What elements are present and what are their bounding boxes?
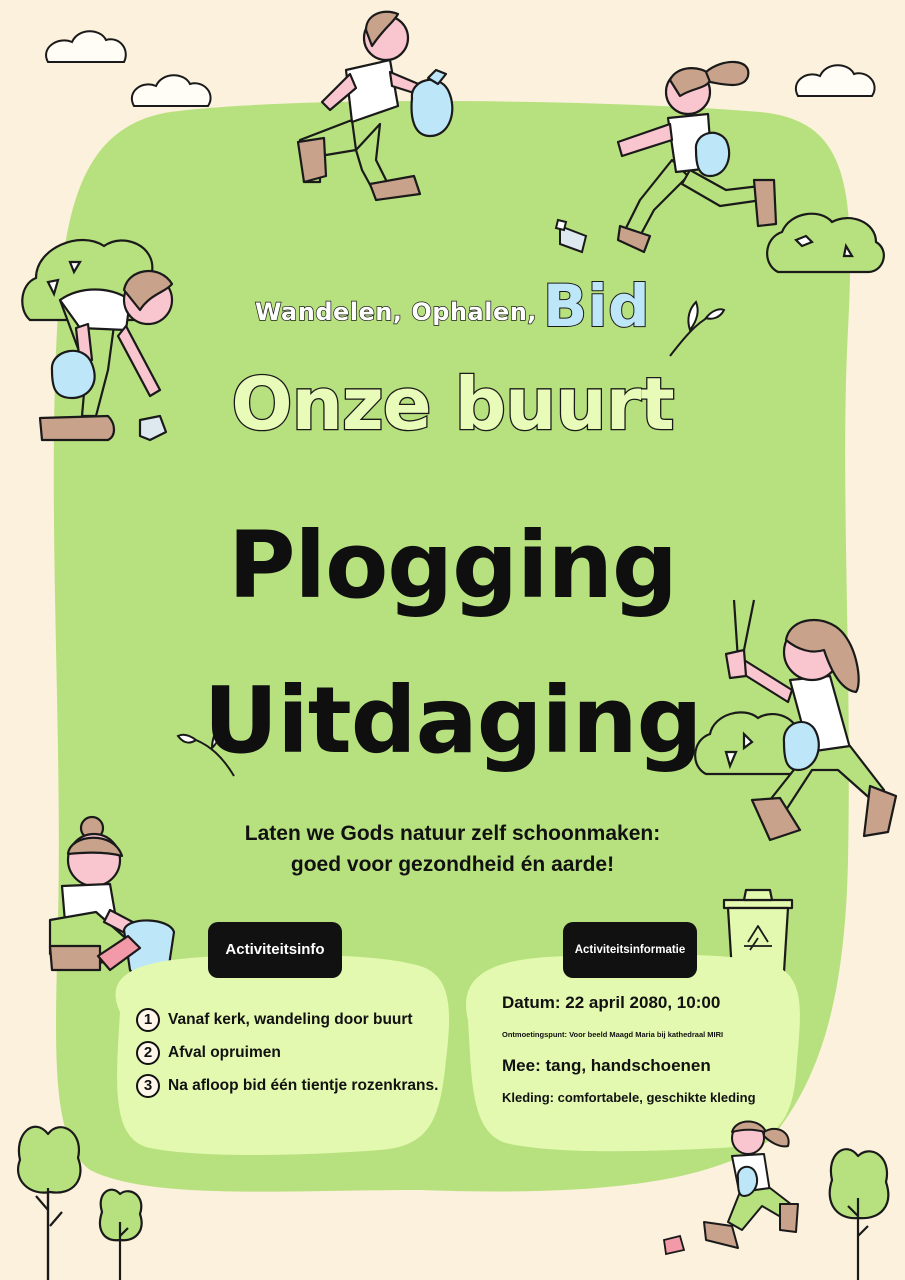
cloud-icon xyxy=(796,65,875,96)
info-date: Datum: 22 april 2080, 10:00 xyxy=(502,993,721,1012)
tree-icon xyxy=(100,1190,142,1280)
lead-line-1: Laten we Gods natuur zelf schoonmaken: xyxy=(244,822,661,845)
info-bring: Mee: tang, handschoenen xyxy=(502,1056,711,1075)
tagline xyxy=(0,272,905,340)
step-number: 3 xyxy=(136,1074,160,1098)
tagline-highlight: Bid xyxy=(542,272,651,340)
activity-label: Activiteitsinfo xyxy=(208,922,342,978)
title-line-2: Uitdaging xyxy=(203,667,702,774)
step-number: 1 xyxy=(136,1008,160,1032)
step-number: 2 xyxy=(136,1041,160,1065)
subtitle: Onze buurt xyxy=(231,362,674,446)
step-item xyxy=(136,1069,438,1102)
cloud-icon xyxy=(46,31,126,62)
title-line-1: Plogging xyxy=(228,512,677,619)
step-text: Afval opruimen xyxy=(168,1043,281,1061)
tagline-text: Wandelen, Ophalen, xyxy=(254,298,537,326)
step-text: Na afloop bid één tientje rozenkrans. xyxy=(168,1076,439,1094)
lead-line-2: goed voor gezondheid én aarde! xyxy=(290,853,615,876)
step-text: Vanaf kerk, wandeling door buurt xyxy=(168,1010,413,1028)
step-item xyxy=(136,1003,438,1036)
can-icon xyxy=(664,1236,684,1254)
step-item xyxy=(136,1036,438,1069)
cloud-icon xyxy=(132,75,211,106)
activity-steps xyxy=(136,1003,438,1102)
tree-icon xyxy=(830,1149,889,1280)
info-meeting-point: Ontmoetingspunt: Voor beeld Maagd Maria bij kathedraal MIRI xyxy=(502,1030,724,1039)
tree-icon xyxy=(18,1127,80,1280)
lead-text xyxy=(0,818,905,880)
info-label: Activiteitsinformatie xyxy=(563,922,697,978)
info-clothing: Kleding: comfortabele, geschikte kleding xyxy=(502,1090,756,1105)
